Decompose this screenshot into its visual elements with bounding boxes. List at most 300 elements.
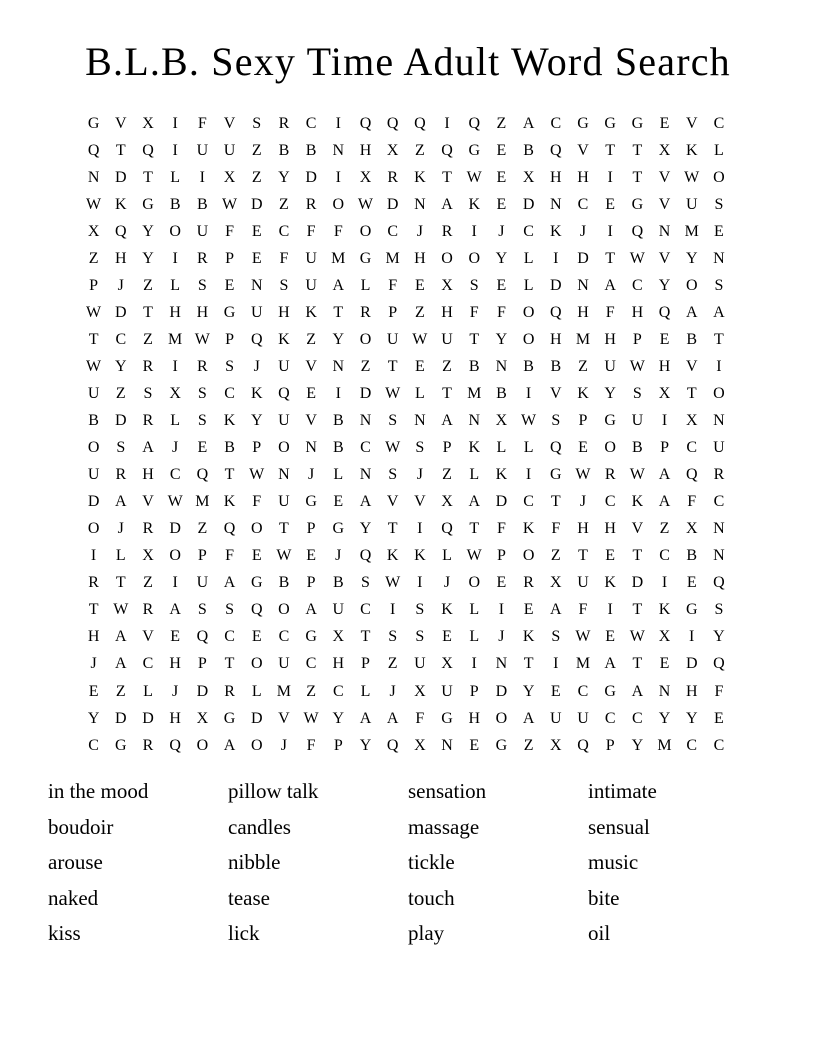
grid-letter: Q	[196, 466, 209, 484]
grid-letter: U	[250, 303, 263, 321]
grid-letter: Q	[658, 303, 671, 321]
grid-letter: A	[522, 114, 535, 132]
grid-letter: H	[414, 249, 426, 267]
grid-letter: N	[495, 655, 508, 673]
grid-letter: U	[577, 574, 589, 592]
grid-letter: E	[170, 628, 181, 646]
grid-letter: U	[604, 357, 616, 375]
grid-letter: P	[306, 520, 316, 538]
grid-letter: Q	[142, 141, 154, 159]
grid-letter: N	[332, 141, 345, 159]
grid-letter: B	[686, 330, 698, 348]
grid-letter: B	[686, 547, 698, 565]
grid-letter: T	[387, 520, 398, 538]
grid-letter: O	[169, 222, 181, 240]
grid-letter: S	[551, 412, 561, 430]
grid-letter: J	[579, 493, 587, 511]
grid-letter: A	[223, 574, 236, 592]
grid-letter: F	[605, 303, 615, 321]
grid-letter: J	[416, 466, 423, 484]
grid-letter: T	[279, 520, 289, 538]
word-column	[48, 774, 148, 952]
grid-letter: O	[359, 330, 372, 348]
grid-letter: Y	[142, 249, 154, 267]
grid-letter: R	[305, 195, 317, 213]
grid-letter: Z	[251, 141, 262, 159]
grid-letter: N	[495, 357, 508, 375]
grid-letter: L	[469, 466, 480, 484]
grid-letter: S	[388, 466, 398, 484]
grid-letter: T	[523, 655, 534, 673]
grid-letter: J	[579, 222, 587, 240]
grid-letter: E	[197, 439, 208, 457]
grid-letter: C	[305, 114, 317, 132]
grid-letter: L	[115, 547, 126, 565]
grid-letter: H	[658, 357, 671, 375]
grid-letter: X	[169, 384, 181, 402]
grid-letter: Y	[359, 520, 372, 538]
grid-letter: Z	[306, 682, 316, 700]
grid-letter: S	[714, 195, 724, 213]
grid-letter: Q	[441, 520, 453, 538]
grid-letter: X	[414, 736, 426, 754]
grid-letter: C	[686, 736, 698, 754]
grid-letter: J	[90, 655, 97, 673]
grid-letter: X	[142, 547, 154, 565]
grid-letter: T	[88, 330, 99, 348]
word-list-item: sensual	[588, 814, 650, 839]
grid-letter: L	[469, 601, 480, 619]
grid-letter: H	[550, 168, 562, 186]
grid-letter: C	[713, 736, 725, 754]
grid-letter: Z	[143, 330, 153, 348]
grid-letter: W	[575, 628, 591, 646]
grid-letter: I	[607, 601, 613, 619]
grid-letter: E	[414, 357, 425, 375]
grid-letter: Q	[386, 736, 399, 754]
grid-letter: G	[87, 114, 100, 132]
grid-letter: B	[305, 141, 317, 159]
grid-letter: X	[332, 628, 345, 646]
grid-letter: K	[468, 439, 480, 457]
grid-letter: K	[468, 195, 480, 213]
grid-letter: M	[575, 655, 591, 673]
grid-letter: E	[714, 709, 724, 727]
grid-letter: T	[578, 547, 588, 565]
grid-letter: P	[225, 330, 234, 348]
grid-letter: R	[88, 574, 99, 592]
grid-letter: X	[223, 168, 236, 186]
grid-letter: V	[658, 195, 671, 213]
grid-letter: T	[686, 384, 697, 402]
grid-letter: V	[685, 114, 698, 132]
grid-letter: W	[412, 330, 428, 348]
grid-letter: Y	[658, 276, 671, 294]
grid-letter: G	[359, 249, 372, 267]
grid-letter: U	[196, 222, 209, 240]
grid-letter: E	[686, 574, 697, 592]
grid-letter: F	[279, 249, 289, 267]
grid-letter: I	[417, 574, 423, 592]
grid-letter: Z	[387, 655, 398, 673]
grid-letter: S	[632, 384, 642, 402]
grid-letter: M	[657, 736, 672, 754]
grid-letter: A	[332, 276, 345, 294]
grid-letter: W	[113, 601, 129, 619]
grid-letter: Y	[142, 222, 154, 240]
grid-letter: D	[522, 195, 535, 213]
grid-letter: O	[332, 195, 345, 213]
grid-letter: B	[523, 357, 534, 375]
grid-letter: X	[414, 682, 426, 700]
grid-letter: P	[442, 439, 452, 457]
grid-letter: U	[278, 493, 290, 511]
grid-letter: U	[196, 574, 209, 592]
word-list-item: candles	[228, 814, 291, 839]
grid-letter: I	[553, 655, 559, 673]
grid-letter: O	[278, 601, 290, 619]
grid-letter: E	[442, 628, 452, 646]
grid-letter: H	[577, 303, 589, 321]
grid-letter: X	[522, 168, 535, 186]
grid-letter: K	[414, 168, 426, 186]
grid-letter: Q	[631, 222, 644, 240]
grid-letter: G	[142, 195, 154, 213]
grid-letter: H	[169, 303, 181, 321]
grid-letter: U	[577, 709, 589, 727]
grid-letter: O	[359, 222, 372, 240]
grid-letter: O	[468, 574, 480, 592]
grid-letter: M	[385, 249, 400, 267]
grid-letter: R	[142, 601, 154, 619]
grid-letter: F	[306, 222, 316, 240]
grid-letter: Y	[713, 628, 725, 646]
grid-letter: K	[550, 222, 562, 240]
grid-letter: L	[360, 682, 371, 700]
grid-letter: U	[278, 357, 290, 375]
grid-letter: Q	[250, 601, 263, 619]
grid-letter: R	[197, 249, 208, 267]
grid-letter: X	[550, 574, 562, 592]
grid-letter: X	[359, 168, 372, 186]
grid-letter: U	[223, 141, 236, 159]
grid-letter: P	[469, 682, 479, 700]
grid-letter: J	[416, 222, 423, 240]
word-list-item: lick	[228, 921, 260, 945]
grid-letter: E	[251, 249, 262, 267]
grid-letter: W	[385, 384, 401, 402]
grid-letter: N	[577, 276, 589, 294]
grid-letter: U	[87, 466, 100, 484]
grid-letter: S	[197, 384, 207, 402]
grid-letter: R	[142, 357, 154, 375]
grid-letter: L	[469, 628, 480, 646]
grid-letter: O	[522, 547, 535, 565]
grid-letter: A	[522, 709, 535, 727]
grid-letter: W	[385, 574, 401, 592]
grid-letter: S	[361, 574, 370, 592]
grid-letter: G	[441, 709, 453, 727]
grid-letter: T	[224, 466, 235, 484]
grid-letter: O	[468, 249, 480, 267]
grid-letter: D	[250, 195, 263, 213]
grid-letter: I	[335, 114, 341, 132]
page-title: B.L.B. Sexy Time Adult Word Search	[85, 39, 731, 84]
grid-letter: D	[495, 493, 508, 511]
grid-letter: T	[115, 141, 126, 159]
grid-letter: N	[550, 195, 562, 213]
grid-letter: C	[360, 439, 371, 457]
grid-letter: Q	[278, 384, 290, 402]
grid-letter: C	[278, 222, 290, 240]
grid-letter: T	[714, 330, 724, 348]
grid-letter: H	[685, 682, 698, 700]
grid-letter: P	[333, 736, 343, 754]
grid-letter: E	[251, 222, 262, 240]
grid-letter: X	[658, 628, 671, 646]
grid-letter: H	[359, 141, 372, 159]
grid-letter: P	[578, 412, 588, 430]
grid-letter: O	[604, 439, 616, 457]
grid-letter: B	[332, 412, 344, 430]
grid-letter: Q	[115, 222, 127, 240]
grid-letter: U	[441, 682, 453, 700]
grid-letter: L	[496, 439, 507, 457]
grid-letter: T	[224, 655, 235, 673]
word-list-item: massage	[408, 814, 480, 839]
grid-letter: G	[250, 574, 263, 592]
grid-letter: V	[278, 709, 290, 727]
grid-letter: K	[414, 547, 426, 565]
grid-letter: J	[172, 682, 179, 700]
grid-letter: P	[361, 655, 370, 673]
grid-letter: N	[305, 439, 317, 457]
grid-letter: Y	[250, 412, 263, 430]
grid-letter: W	[86, 303, 102, 321]
grid-letter: E	[224, 276, 235, 294]
grid-letter: A	[604, 655, 616, 673]
grid-letter: P	[496, 547, 506, 565]
grid-letter: T	[469, 330, 480, 348]
grid-letter: E	[605, 195, 616, 213]
grid-letter: A	[115, 493, 127, 511]
grid-letter: P	[605, 736, 615, 754]
grid-letter: W	[357, 195, 374, 213]
grid-letter: U	[278, 412, 290, 430]
grid-letter: H	[278, 303, 290, 321]
grid-letter: Y	[604, 384, 616, 402]
grid-letter: I	[389, 601, 396, 619]
grid-letter: M	[195, 493, 210, 511]
grid-letter: B	[468, 357, 480, 375]
grid-letter: B	[332, 574, 344, 592]
grid-letter: V	[305, 412, 317, 430]
grid-letter: D	[115, 709, 127, 727]
grid-letter: D	[250, 709, 263, 727]
grid-letter: P	[660, 439, 669, 457]
grid-letter: W	[466, 547, 482, 565]
grid-letter: S	[143, 384, 153, 402]
grid-letter: E	[578, 439, 588, 457]
grid-letter: W	[629, 249, 645, 267]
grid-letter: A	[658, 493, 671, 511]
grid-letter: Z	[306, 330, 316, 348]
grid-letter: C	[577, 682, 589, 700]
grid-letter: C	[713, 114, 725, 132]
grid-letter: V	[685, 357, 698, 375]
grid-letter: K	[685, 141, 698, 159]
grid-letter: J	[280, 736, 288, 754]
grid-letter: A	[604, 276, 616, 294]
grid-letter: U	[631, 412, 644, 430]
word-list-item: kiss	[48, 921, 81, 945]
grid-letter: C	[224, 628, 235, 646]
grid-letter: C	[523, 493, 534, 511]
grid-letter: E	[496, 574, 507, 592]
grid-letter: L	[170, 276, 181, 294]
word-list	[0, 774, 816, 974]
grid-letter: T	[360, 628, 371, 646]
grid-letter: Y	[332, 709, 345, 727]
grid-letter: I	[172, 357, 178, 375]
grid-letter: N	[713, 547, 725, 565]
grid-letter: W	[276, 547, 292, 565]
grid-letter: K	[577, 384, 589, 402]
grid-letter: R	[604, 466, 616, 484]
grid-letter: N	[414, 412, 426, 430]
grid-letter: K	[658, 601, 671, 619]
grid-letter: S	[279, 276, 289, 294]
grid-letter: Q	[414, 114, 426, 132]
word-column	[228, 774, 318, 952]
grid-letter: R	[142, 520, 154, 538]
grid-letter: Z	[659, 520, 670, 538]
grid-letter: N	[250, 276, 263, 294]
grid-letter: S	[225, 601, 234, 619]
grid-letter: W	[221, 195, 238, 213]
grid-letter: A	[169, 601, 181, 619]
grid-letter: F	[496, 303, 506, 321]
grid-letter: F	[225, 222, 234, 240]
grid-letter: D	[577, 249, 589, 267]
grid-letter: C	[88, 736, 99, 754]
grid-letter: D	[87, 493, 100, 511]
grid-letter: H	[631, 303, 644, 321]
grid-letter: K	[495, 466, 508, 484]
grid-letter: R	[360, 303, 371, 321]
grid-letter: B	[523, 141, 534, 159]
grid-letter: T	[632, 547, 643, 565]
grid-letter: Z	[279, 195, 289, 213]
grid-letter: I	[525, 384, 532, 402]
grid-letter: K	[278, 330, 290, 348]
grid-letter: E	[496, 141, 507, 159]
grid-letter: V	[631, 520, 644, 538]
grid-letter: W	[303, 709, 319, 727]
grid-letter: C	[686, 439, 698, 457]
grid-letter: G	[631, 195, 644, 213]
grid-letter: H	[142, 466, 154, 484]
grid-letter: P	[197, 547, 207, 565]
grid-letter: O	[169, 547, 181, 565]
grid-letter: G	[305, 493, 317, 511]
grid-letter: R	[142, 412, 154, 430]
grid-letter: U	[278, 655, 290, 673]
grid-letter: D	[196, 682, 209, 700]
grid-letter: H	[604, 330, 616, 348]
grid-letter: X	[87, 222, 100, 240]
grid-letter: A	[685, 303, 698, 321]
grid-letter: M	[467, 384, 482, 402]
grid-letter: F	[252, 493, 262, 511]
grid-letter: Z	[115, 384, 126, 402]
grid-letter: C	[115, 330, 127, 348]
grid-letter: P	[388, 303, 398, 321]
grid-letter: Q	[87, 141, 100, 159]
grid-letter: Z	[115, 682, 126, 700]
grid-letter: W	[86, 357, 102, 375]
grid-letter: I	[471, 222, 477, 240]
grid-letter: E	[496, 195, 507, 213]
grid-letter: I	[335, 384, 341, 402]
grid-letter: V	[305, 357, 317, 375]
grid-letter: K	[386, 547, 399, 565]
grid-letter: T	[387, 357, 398, 375]
grid-letter: J	[117, 520, 124, 538]
grid-letter: R	[142, 736, 154, 754]
grid-letter: T	[143, 168, 153, 186]
grid-letter: U	[332, 601, 345, 619]
grid-letter: E	[469, 736, 480, 754]
grid-letter: J	[307, 466, 315, 484]
grid-letter: O	[522, 330, 535, 348]
grid-letter: X	[196, 709, 209, 727]
grid-letter: T	[333, 303, 344, 321]
grid-letter: L	[251, 682, 262, 700]
grid-letter: H	[441, 303, 453, 321]
grid-letter: Q	[441, 141, 453, 159]
grid-letter: K	[604, 574, 616, 592]
word-list-item: naked	[48, 885, 99, 910]
grid-letter: J	[498, 628, 505, 646]
grid-letter: F	[415, 709, 425, 727]
grid-letter: Z	[496, 114, 507, 132]
grid-letter: M	[168, 330, 183, 348]
grid-letter: O	[278, 439, 290, 457]
grid-letter: I	[90, 547, 97, 565]
grid-letter: D	[169, 520, 181, 538]
grid-letter: T	[605, 141, 616, 159]
grid-letter: U	[305, 249, 317, 267]
grid-letter: W	[575, 466, 591, 484]
grid-letter: A	[441, 195, 453, 213]
grid-letter: H	[196, 303, 209, 321]
word-list-item: arouse	[48, 850, 103, 874]
word-list-item: pillow talk	[228, 779, 319, 803]
grid-letter: X	[441, 493, 453, 511]
grid-letter: D	[115, 168, 127, 186]
grid-letter: E	[605, 628, 616, 646]
grid-letter: U	[713, 439, 725, 457]
grid-letter: G	[577, 114, 589, 132]
grid-letter: W	[86, 195, 102, 213]
grid-letter: K	[250, 384, 263, 402]
grid-letter: D	[305, 168, 317, 186]
word-list-item: play	[408, 921, 445, 945]
grid-letter: S	[388, 628, 398, 646]
grid-letter: S	[415, 601, 425, 619]
grid-letter: K	[305, 303, 317, 321]
